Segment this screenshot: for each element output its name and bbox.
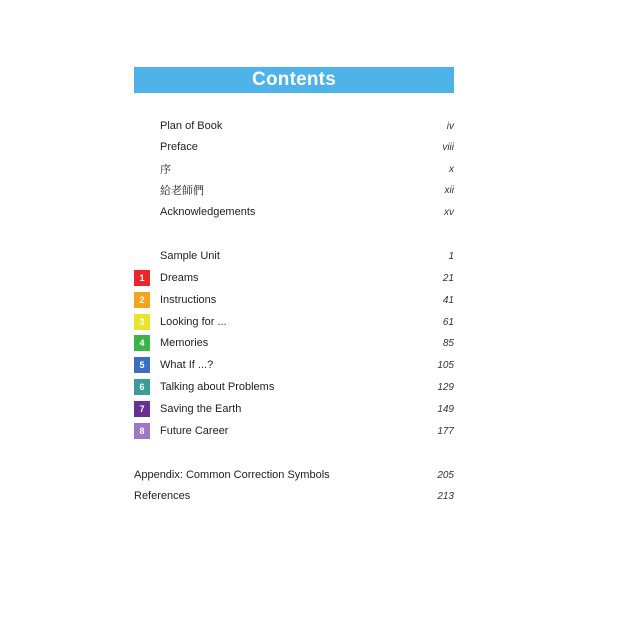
toc-entry-sample-unit[interactable] [134,247,454,265]
toc-entry-page: 129 [437,381,454,393]
toc-entry-page: 85 [442,337,454,349]
unit-number-badge: 5 [134,357,150,373]
toc-entry-page: xii [444,184,454,196]
unit-number-badge: 3 [134,314,150,330]
toc-entry-label: 序 [160,164,171,176]
toc-unit-8[interactable] [134,422,454,440]
unit-number-badge: 6 [134,379,150,395]
contents-header-bar [134,67,454,93]
toc-entry-label: 給老師們 [160,185,204,197]
toc-unit-1[interactable] [134,269,454,287]
page-title: Contents [252,69,336,90]
toc-entry-page: 61 [442,316,454,328]
toc-entry-page: 213 [437,490,454,502]
toc-entry-label: Memories [160,337,209,349]
unit-number-badge: 1 [134,270,150,286]
toc-entry-label: What If ...? [160,359,214,371]
toc-entry-page: 21 [442,272,454,284]
toc-unit-6[interactable] [134,378,454,396]
toc-entry-label: Acknowledgements [160,206,256,218]
unit-number-badge: 4 [134,335,150,351]
toc-entry-label: Appendix: Common Correction Symbols [134,469,330,481]
toc-unit-4[interactable] [134,334,454,352]
toc-entry-acknowledgements[interactable] [134,203,454,221]
toc-unit-5[interactable] [134,356,454,374]
toc-entry-references[interactable] [134,487,454,505]
toc-unit-7[interactable] [134,400,454,418]
toc-entry-page: 149 [437,403,454,415]
toc-entry-chinese-preface[interactable] [134,160,454,178]
toc-entry-page: 177 [437,425,454,437]
toc-entry-label: Dreams [160,272,199,284]
toc-entry-label: Saving the Earth [160,403,242,415]
toc-entry-label: Preface [160,141,198,153]
toc-entry-label: Instructions [160,294,217,306]
toc-entry-label: Talking about Problems [160,381,275,393]
toc-entry-appendix[interactable] [134,466,454,484]
toc-entry-page: x [449,163,454,175]
toc-entry-to-teachers[interactable] [134,181,454,199]
toc-unit-2[interactable] [134,291,454,309]
toc-entry-label: Plan of Book [160,120,223,132]
unit-number-badge: 8 [134,423,150,439]
toc-entry-page: viii [442,141,454,153]
toc-entry-page: 41 [442,294,454,306]
toc-entry-page: 1 [448,250,454,262]
toc-entry-label: Looking for ... [160,316,227,328]
toc-entry-plan-of-book[interactable] [134,117,454,135]
unit-number-badge: 2 [134,292,150,308]
toc-entry-preface[interactable] [134,138,454,156]
unit-number-badge: 7 [134,401,150,417]
toc-entry-page: 205 [437,469,454,481]
toc-unit-3[interactable] [134,313,454,331]
toc-entry-label: References [134,490,191,502]
toc-entry-page: xv [444,206,454,218]
toc-entry-page: iv [446,120,454,132]
toc-entry-page: 105 [437,359,454,371]
toc-entry-label: Future Career [160,425,229,437]
toc-entry-label: Sample Unit [160,250,220,262]
